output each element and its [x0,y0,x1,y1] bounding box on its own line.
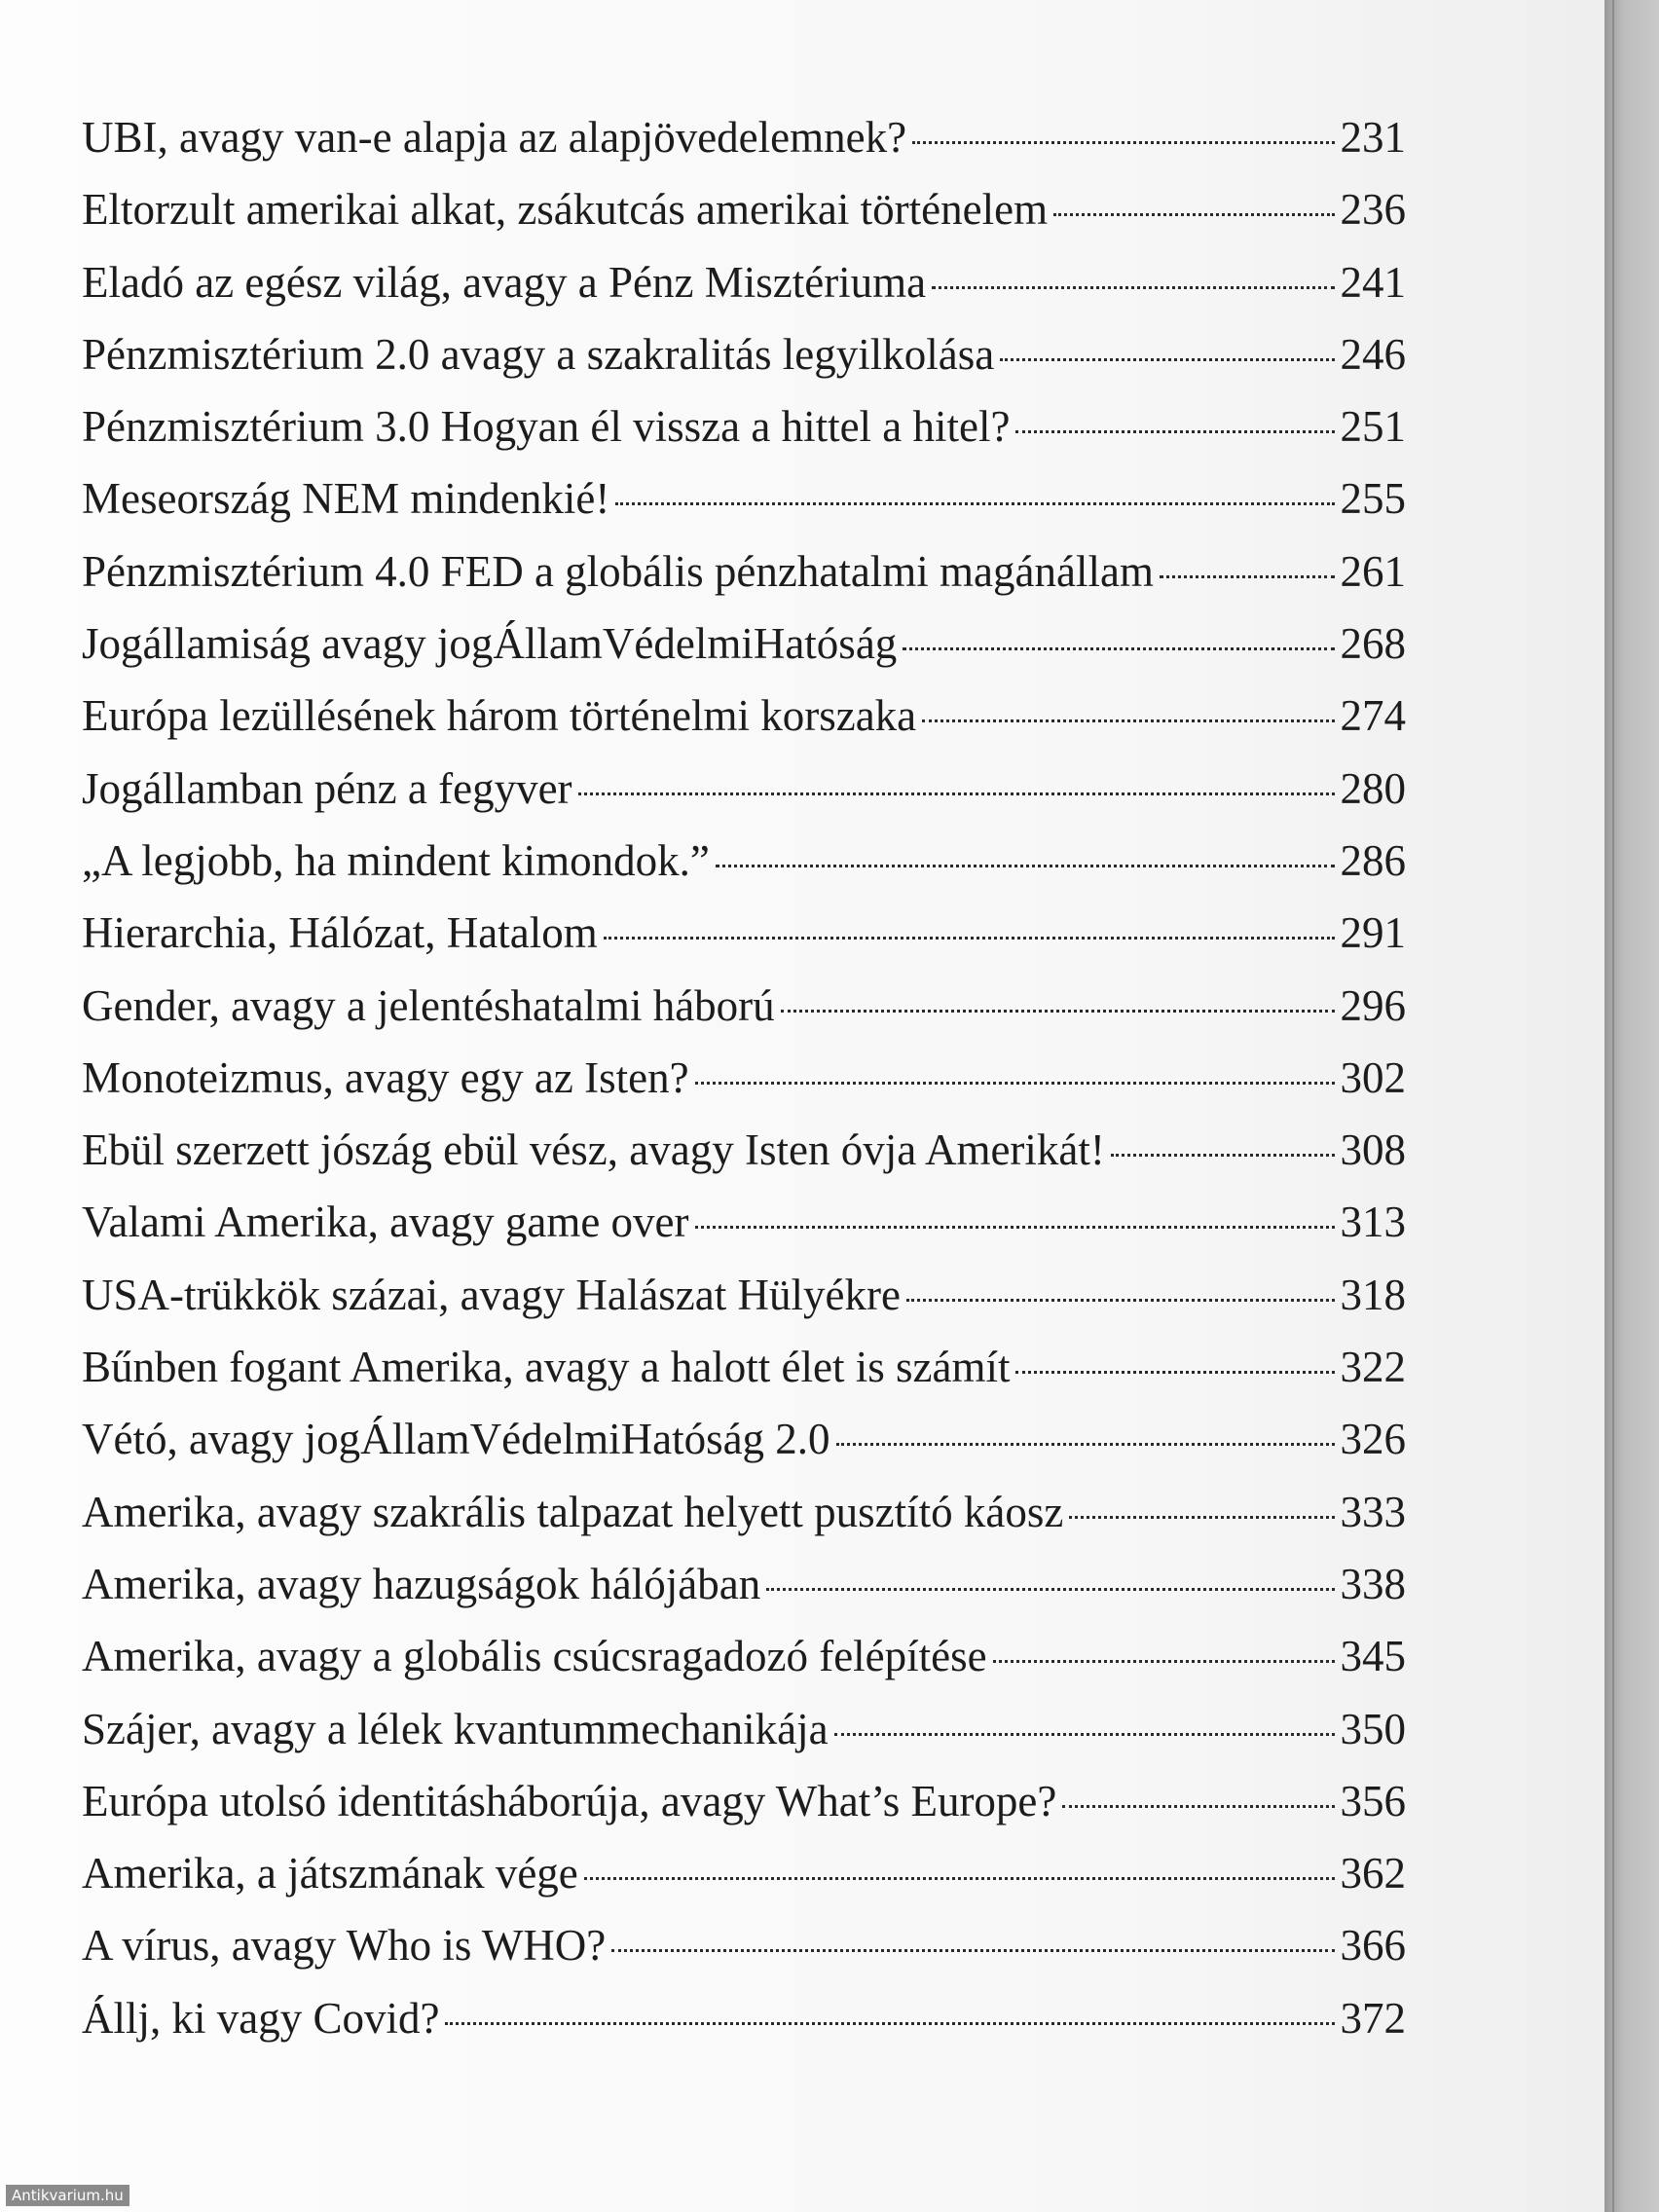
toc-entry-title: Állj, ki vagy Covid? [82,1993,440,2043]
toc-entry-title: Amerika, avagy a globális csúcsragadozó felépítése [82,1632,987,1681]
toc-entry-page-number: 362 [1340,1849,1406,1899]
toc-entry-title: Hierarchia, Hálózat, Hatalom [82,908,598,958]
watermark: Antikvarium.hu [6,2185,129,2206]
dot-leader [445,2022,1334,2025]
toc-entry-title: Jogállamiság avagy jogÁllamVédelmiHatóság [82,619,898,669]
dot-leader [1015,430,1334,433]
dot-leader [993,1660,1335,1663]
toc-entry [82,1487,1406,1559]
toc-entry-page-number: 274 [1340,691,1406,741]
toc-entry-title: „A legjobb, ha mindent kimondok.” [82,835,710,885]
dot-leader [716,865,1335,867]
toc-entry-page-number: 251 [1340,402,1406,452]
toc-entry [82,1920,1406,1992]
toc-entry-page-number: 356 [1340,1776,1406,1825]
toc-entry-title: Monoteizmus, avagy egy az Isten? [82,1052,689,1102]
dot-leader [1015,1371,1334,1374]
dot-leader [781,1010,1335,1013]
toc-entry-page-number: 350 [1340,1704,1406,1753]
toc-entry-page-number: 246 [1340,329,1406,379]
toc-entry-page-number: 322 [1340,1343,1406,1392]
toc-entry [82,257,1406,329]
dot-leader [836,1443,1335,1446]
toc-entry-page-number: 291 [1340,908,1406,958]
toc-entry [82,1631,1406,1703]
toc-entry-title: Amerika, avagy hazugságok hálójában [82,1559,761,1608]
toc-entry-title: Európa utolsó identitásháborúja, avagy What’s Europe? [82,1776,1057,1825]
toc-entry-page-number: 313 [1340,1198,1406,1247]
toc-entry [82,546,1406,618]
toc-entry-page-number: 241 [1340,257,1406,307]
dot-leader [615,502,1334,505]
toc-entry-title: Pénzmisztérium 3.0 Hogyan él vissza a hittel a hitel? [82,402,1011,452]
toc-entry-title: Amerika, avagy szakrális talpazat helyett pusztító káosz [82,1487,1064,1536]
toc-entry-page-number: 326 [1340,1415,1406,1464]
toc-entry [82,1270,1406,1342]
dot-leader [1111,1154,1335,1157]
dot-leader [695,1082,1335,1085]
toc-entry [82,1559,1406,1631]
toc-entry [82,184,1406,256]
dot-leader [903,647,1334,650]
toc-entry-page-number: 296 [1340,980,1406,1030]
toc-entry-title: Ebül szerzett jószág ebül vész, avagy Isten óvja Amerikát! [82,1125,1105,1175]
toc-entry-title: Szájer, avagy a lélek kvantummechanikája [82,1704,829,1753]
dot-leader [912,141,1334,144]
toc-entry-title: UBI, avagy van-e alapja az alapjövedelemnek? [82,113,907,162]
toc-entry-title: Amerika, a játszmának vége [82,1849,578,1899]
toc-entry-title: Pénzmisztérium 4.0 FED a globális pénzhatalmi magánállam [82,546,1154,596]
toc-entry-page-number: 236 [1340,185,1406,235]
toc-entry [82,1342,1406,1414]
toc-entry [82,1848,1406,1920]
toc-entry-title: Bűnben fogant Amerika, avagy a halott élet is számít [82,1343,1011,1392]
dot-leader [611,1949,1334,1952]
toc-entry-page-number: 345 [1340,1632,1406,1681]
toc-entry [82,1993,1406,2065]
toc-entry [82,1197,1406,1269]
dot-leader [604,937,1335,940]
dot-leader [1062,1805,1334,1808]
toc-entry [82,1124,1406,1197]
dot-leader [834,1733,1335,1736]
toc-entry [82,1776,1406,1848]
toc-entry-page-number: 261 [1340,546,1406,596]
toc-entry-page-number: 308 [1340,1125,1406,1175]
toc-entry-title: Valami Amerika, avagy game over [82,1198,689,1247]
toc-entry-page-number: 280 [1340,763,1406,813]
toc-entry-title: Meseország NEM mindenkié! [82,474,610,524]
toc-entry [82,907,1406,979]
toc-entry-title: Jogállamban pénz a fegyver [82,763,572,813]
dot-leader [1000,358,1334,361]
dot-leader [1053,213,1334,216]
toc-entry-title: Gender, avagy a jelentéshatalmi háború [82,980,775,1030]
toc-entry-page-number: 231 [1340,113,1406,162]
toc-entry-title: Vétó, avagy jogÁllamVédelmiHatóság 2.0 [82,1415,830,1464]
page-edge [1604,0,1659,2212]
dot-leader [906,1299,1335,1302]
toc-entry-page-number: 366 [1340,1921,1406,1971]
toc-entry-title: Pénzmisztérium 2.0 avagy a szakralitás legyilkolása [82,329,995,379]
toc-entry-title: A vírus, avagy Who is WHO? [82,1921,607,1971]
toc-entry [82,112,1406,184]
dot-leader [1160,575,1335,578]
toc-entry [82,473,1406,545]
toc-entry-page-number: 286 [1340,835,1406,885]
toc-entry-page-number: 268 [1340,619,1406,669]
toc-entry-title: Eltorzult amerikai alkat, zsákutcás amerikai történelem [82,185,1049,235]
toc-entry [82,980,1406,1052]
toc-entry [82,1052,1406,1124]
toc-entry [82,1704,1406,1776]
toc-entry-title: USA-trükkök százai, avagy Halászat Hülyékre [82,1270,901,1319]
table-of-contents [82,112,1406,2065]
toc-entry-page-number: 372 [1340,1993,1406,2043]
toc-entry-title: Eladó az egész világ, avagy a Pénz Misztériuma [82,257,927,307]
toc-entry [82,690,1406,762]
toc-entry-page-number: 333 [1340,1487,1406,1536]
toc-entry-title: Európa lezüllésének három történelmi korszaka [82,691,917,741]
dot-leader [932,286,1334,289]
dot-leader [922,719,1334,722]
dot-leader [766,1588,1334,1591]
toc-entry [82,1414,1406,1486]
toc-entry [82,763,1406,835]
toc-entry [82,618,1406,690]
dot-leader [584,1877,1335,1880]
toc-entry-page-number: 255 [1340,474,1406,524]
dot-leader [578,793,1335,795]
toc-entry-page-number: 338 [1340,1559,1406,1608]
toc-entry [82,401,1406,473]
dot-leader [695,1226,1335,1229]
dot-leader [1069,1516,1334,1519]
toc-entry-page-number: 302 [1340,1052,1406,1102]
toc-entry [82,835,1406,907]
toc-entry [82,329,1406,401]
toc-entry-page-number: 318 [1340,1270,1406,1319]
